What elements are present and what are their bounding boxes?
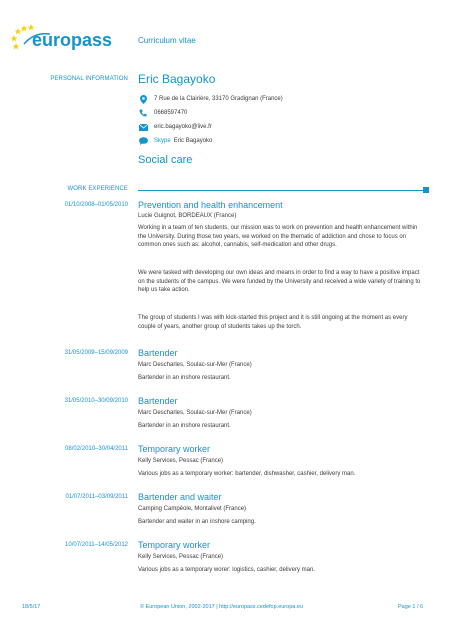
personal-info-label: PERSONAL INFORMATION xyxy=(50,76,128,82)
address-text: 7 Rue de la Clairière, 33170 Gradignan (France) xyxy=(154,96,283,102)
footer-page-number: Page 1 / 6 xyxy=(398,604,424,610)
footer-date: 18/5/17 xyxy=(22,604,41,610)
entry-title: Bartender and waiter xyxy=(138,492,222,502)
phone-text: 0668597470 xyxy=(154,110,188,116)
email-row xyxy=(138,122,212,132)
phone-row xyxy=(138,108,187,118)
entry-employer: Marc Descharles, Soulac-sur-Mer (France) xyxy=(138,362,252,368)
entry-title: Prevention and health enhancement xyxy=(138,200,283,210)
entry-description: Working in a team of ten students, our mission was to work on prevention and health enhancement within the University. During those two years, we worked on the thematic of addiction and chose to focus on common ones such as: alcohol, cannabis, self-medication and other drugs. xyxy=(138,225,418,248)
entry-date: 08/02/2010–30/04/2011 xyxy=(65,446,128,452)
entry-date: 31/05/2009–15/09/2009 xyxy=(64,350,128,356)
location-pin-icon xyxy=(138,94,148,104)
entry-employer: Lucie Guignot, BORDEAUX (France) xyxy=(138,213,237,219)
entry-title: Temporary worker xyxy=(138,540,211,550)
entry-date: 01/10/2008–01/05/2010 xyxy=(64,202,128,208)
entry-title: Temporary worker xyxy=(138,444,211,454)
entry-description: Bartender and waiter in an inshore camping. xyxy=(138,519,256,525)
footer-copyright[interactable]: © European Union, 2002-2017 | http://europass.cedefop.europa.eu xyxy=(140,604,303,610)
phone-icon xyxy=(138,108,148,118)
entry-description: Bartender in an inshore restaurant. xyxy=(138,375,231,381)
entry-title: Bartender xyxy=(138,396,178,406)
entry-date: 31/05/2010–30/09/2010 xyxy=(64,398,128,404)
entry-description: Various jobs as a temporary worker: bartender, dishwasher, cashier, delivery man. xyxy=(138,471,356,477)
entry-title: Bartender xyxy=(138,348,178,358)
skype-handle: Eric Bagayoko xyxy=(173,138,213,144)
entry-employer: Kelly Services, Pessac (France) xyxy=(138,458,224,464)
chat-bubble-icon xyxy=(138,136,148,146)
entry-date: 01/07/2011–03/09/2011 xyxy=(65,494,128,500)
email-link[interactable]: eric.bagayoko@live.fr xyxy=(154,124,212,130)
section-divider xyxy=(138,190,424,191)
work-experience-label: WORK EXPERIENCE xyxy=(67,186,128,192)
entry-description: We were tasked with developing our own ideas and means in order to find a way to have a positive impact on the students of the campus. We were funded by the University and received a wide variety of training to help us take action. xyxy=(138,270,421,293)
skype-row xyxy=(138,136,212,146)
envelope-icon xyxy=(138,122,148,132)
europass-logo xyxy=(10,22,122,52)
entry-employer: Camping Campéole, Montalivet (France) xyxy=(138,506,247,512)
section-divider-marker xyxy=(423,187,429,193)
entry-employer: Marc Descharles, Soulac-sur-Mer (France) xyxy=(138,410,252,416)
entry-description: Various jobs as a temporary worer: logistics, cashier, delivery man. xyxy=(138,567,315,573)
skype-label: Skype xyxy=(154,138,171,144)
entry-description: The group of students I was with kick-started this project and it is still ongoing at the moment as every couple of years, another group of students takes up the torch. xyxy=(138,315,408,330)
entry-description: Bartender in an inshore restaurant. xyxy=(138,423,231,429)
person-name: Eric Bagayoko xyxy=(138,72,216,86)
entry-date: 10/07/2011–14/05/2012 xyxy=(65,542,128,548)
logo-wordmark: europass xyxy=(32,30,113,50)
entry-employer: Kelly Services, Pessac (France) xyxy=(138,554,224,560)
desired-position: Social care xyxy=(138,154,193,166)
address-row xyxy=(138,94,283,104)
document-title: Curriculum vitae xyxy=(138,36,196,45)
